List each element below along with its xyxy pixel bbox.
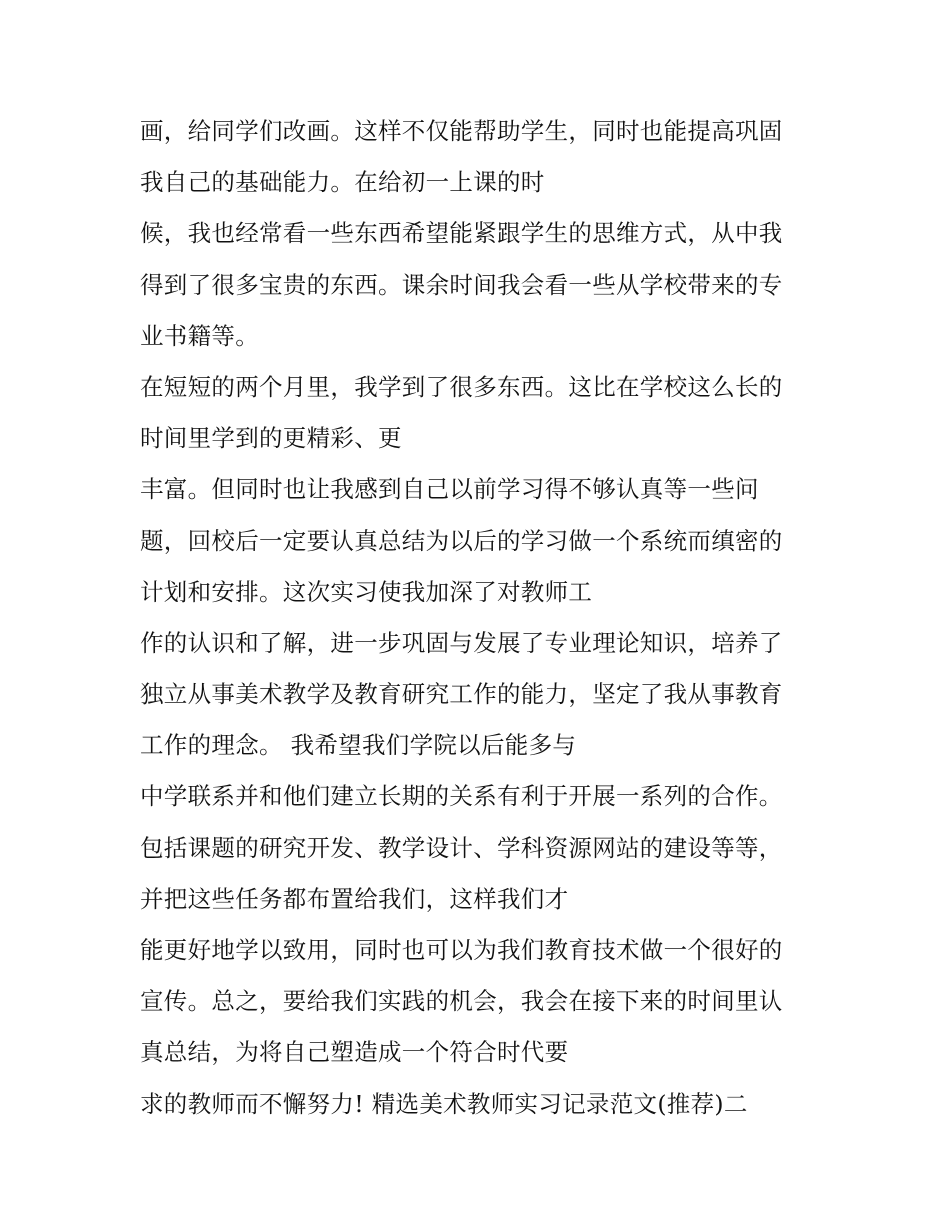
text-line: 在短短的两个月里，我学到了很多东西。这比在学校这么长的: [140, 372, 783, 401]
text-line: 计划和安排。这次实习使我加深了对教师工: [140, 577, 593, 606]
text-line: 题，回校后一定要认真总结为以后的学习做一个系统而缜密的: [140, 526, 783, 555]
text-line: 丰富。但同时也让我感到自己以前学习得不够认真等一些问: [140, 475, 759, 504]
text-line: 宣传。总之，要给我们实践的机会，我会在接下来的时间里认: [140, 987, 783, 1016]
text-line: 中学联系并和他们建立长期的关系有利于开展一系列的合作。: [140, 782, 783, 811]
text-line: 并把这些任务都布置给我们，这样我们才: [140, 884, 569, 913]
text-line: 真总结，为将自己塑造成一个符合时代要: [140, 1038, 569, 1067]
text-line: 工作的理念。 我希望我们学院以后能多与: [140, 731, 577, 760]
body-text: [140, 106, 830, 1130]
text-line: 独立从事美术教学及教育研究工作的能力，坚定了我从事教育: [140, 680, 783, 709]
text-line: 得到了很多宝贵的东西。课余时间我会看一些从学校带来的专: [140, 270, 783, 299]
text-line: 我自己的基础能力。在给初一上课的时: [140, 168, 545, 197]
text-line: 画，给同学们改画。这样不仅能帮助学生，同时也能提高巩固: [140, 117, 783, 145]
text-line: 时间里学到的更精彩、更: [140, 424, 402, 453]
text-line: 候，我也经常看一些东西希望能紧跟学生的思维方式，从中我: [140, 219, 783, 248]
text-line: 求的教师而不懈努力! 精选美术教师实习记录范文(推荐)二: [140, 1089, 748, 1118]
text-line: 业书籍等。: [140, 321, 259, 350]
text-line: 作的认识和了解，进一步巩固与发展了专业理论知识，培养了: [140, 628, 783, 657]
text-line: 能更好地学以致用，同时也可以为我们教育技术做一个很好的: [140, 936, 783, 964]
text-line: 包括课题的研究开发、教学设计、学科资源网站的建设等等，: [140, 833, 783, 862]
